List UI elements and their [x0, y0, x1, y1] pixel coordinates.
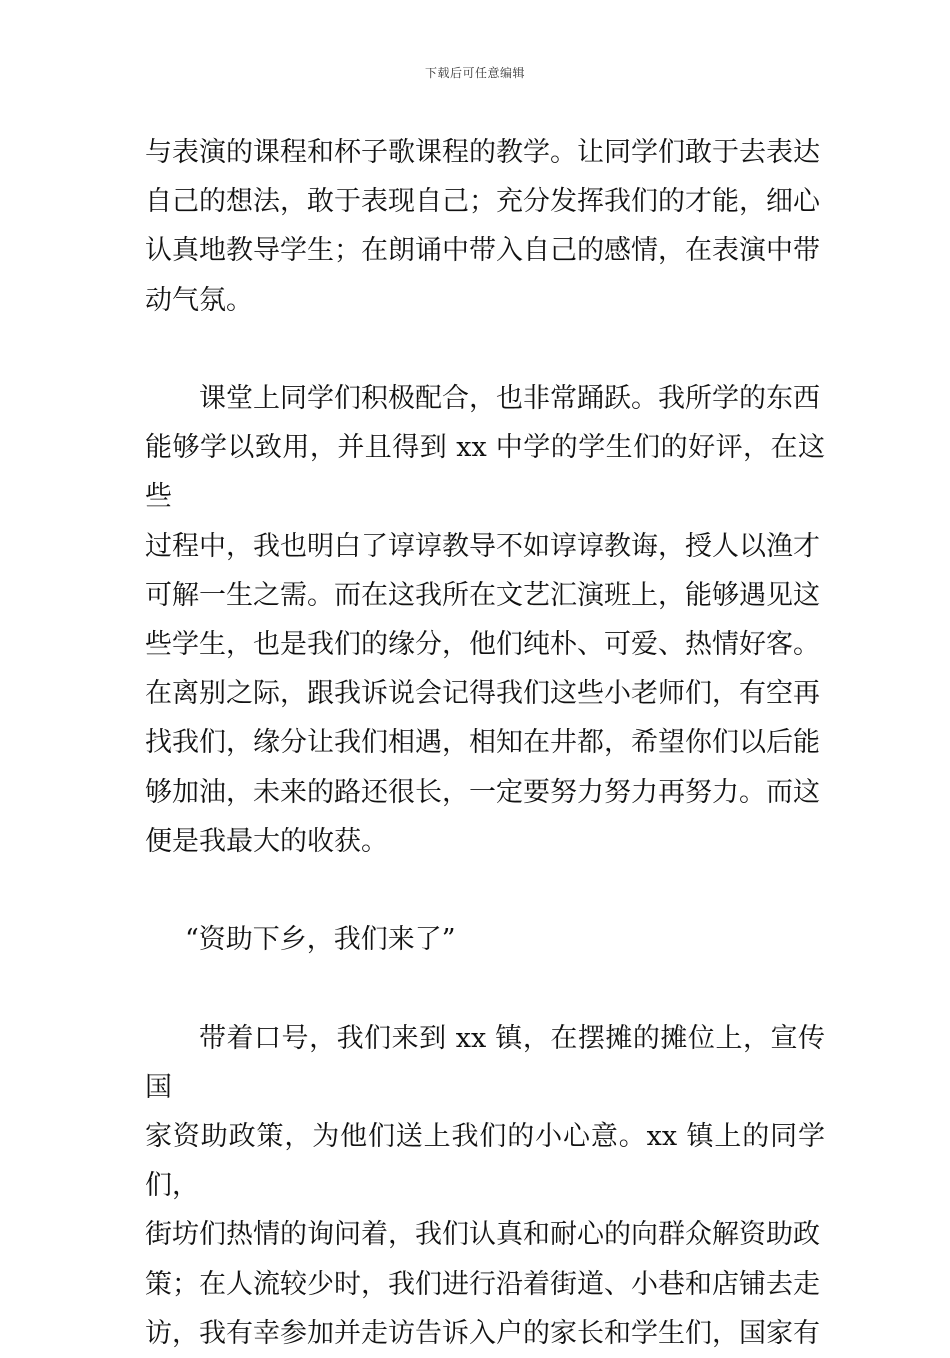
paragraph-3: [145, 1014, 825, 1358]
paragraph-line: 够加油，未来的路还很长，一定要努力努力再努力。而这: [145, 776, 820, 808]
paragraph-1: [145, 128, 825, 325]
paragraph-line: 课堂上同学们积极配合，也非常踊跃。我所学的东西: [199, 383, 820, 414]
document-body: [145, 128, 825, 1358]
paragraph-line: 街坊们热情的询问着，我们认真和耐心的向群众解资助政: [145, 1219, 820, 1251]
paragraph-line: 带着口号，我们来到 xx 镇，在摆摊的摊位上，宣传国: [145, 1022, 825, 1103]
paragraph-line: 找我们，缘分让我们相遇，相知在井都，希望你们以后能: [145, 727, 820, 759]
paragraph-line: 能够学以致用，并且得到 xx 中学的学生们的好评，在这些: [145, 432, 825, 513]
paragraph-line: 可解一生之需。而在这我所在文艺汇演班上，能够遇见这: [145, 579, 820, 611]
paragraph-gap: [145, 325, 825, 374]
paragraph-line: 与表演的课程和杯子歌课程的教学。让同学们敢于去表达: [145, 137, 820, 168]
paragraph-line: 些学生，也是我们的缘分，他们纯朴、可爱、热情好客。: [145, 629, 820, 661]
paragraph-line: 在离别之际，跟我诉说会记得我们这些小老师们，有空再: [145, 678, 820, 710]
section-heading: [145, 915, 825, 964]
paragraph-line: 访，我有幸参加并走访告诉入户的家长和学生们，国家有: [145, 1317, 820, 1349]
paragraph-line: 动气氛。: [145, 284, 253, 316]
paragraph-line: 便是我最大的收获。: [145, 825, 388, 857]
paragraph-line: 过程中，我也明白了谆谆教导不如谆谆教诲，授人以渔才: [145, 530, 820, 562]
paragraph-gap: [145, 964, 825, 1013]
paragraph-line: 家资助政策，为他们送上我们的小心意。xx 镇上的同学们，: [145, 1121, 825, 1202]
paragraph-line: 自己的想法，敢于表现自己；充分发挥我们的才能，细心: [145, 186, 820, 218]
paragraph-line: 认真地教导学生；在朗诵中带入自己的感情，在表演中带: [145, 235, 820, 267]
page-header-note: 下载后可任意编辑: [424, 66, 525, 80]
paragraph-gap: [145, 866, 825, 915]
section-heading-text: “资助下乡，我们来了”: [185, 924, 456, 956]
paragraph-line: 策；在人流较少时，我们进行沿着街道、小巷和店铺去走: [145, 1268, 820, 1300]
paragraph-2: [145, 374, 825, 866]
